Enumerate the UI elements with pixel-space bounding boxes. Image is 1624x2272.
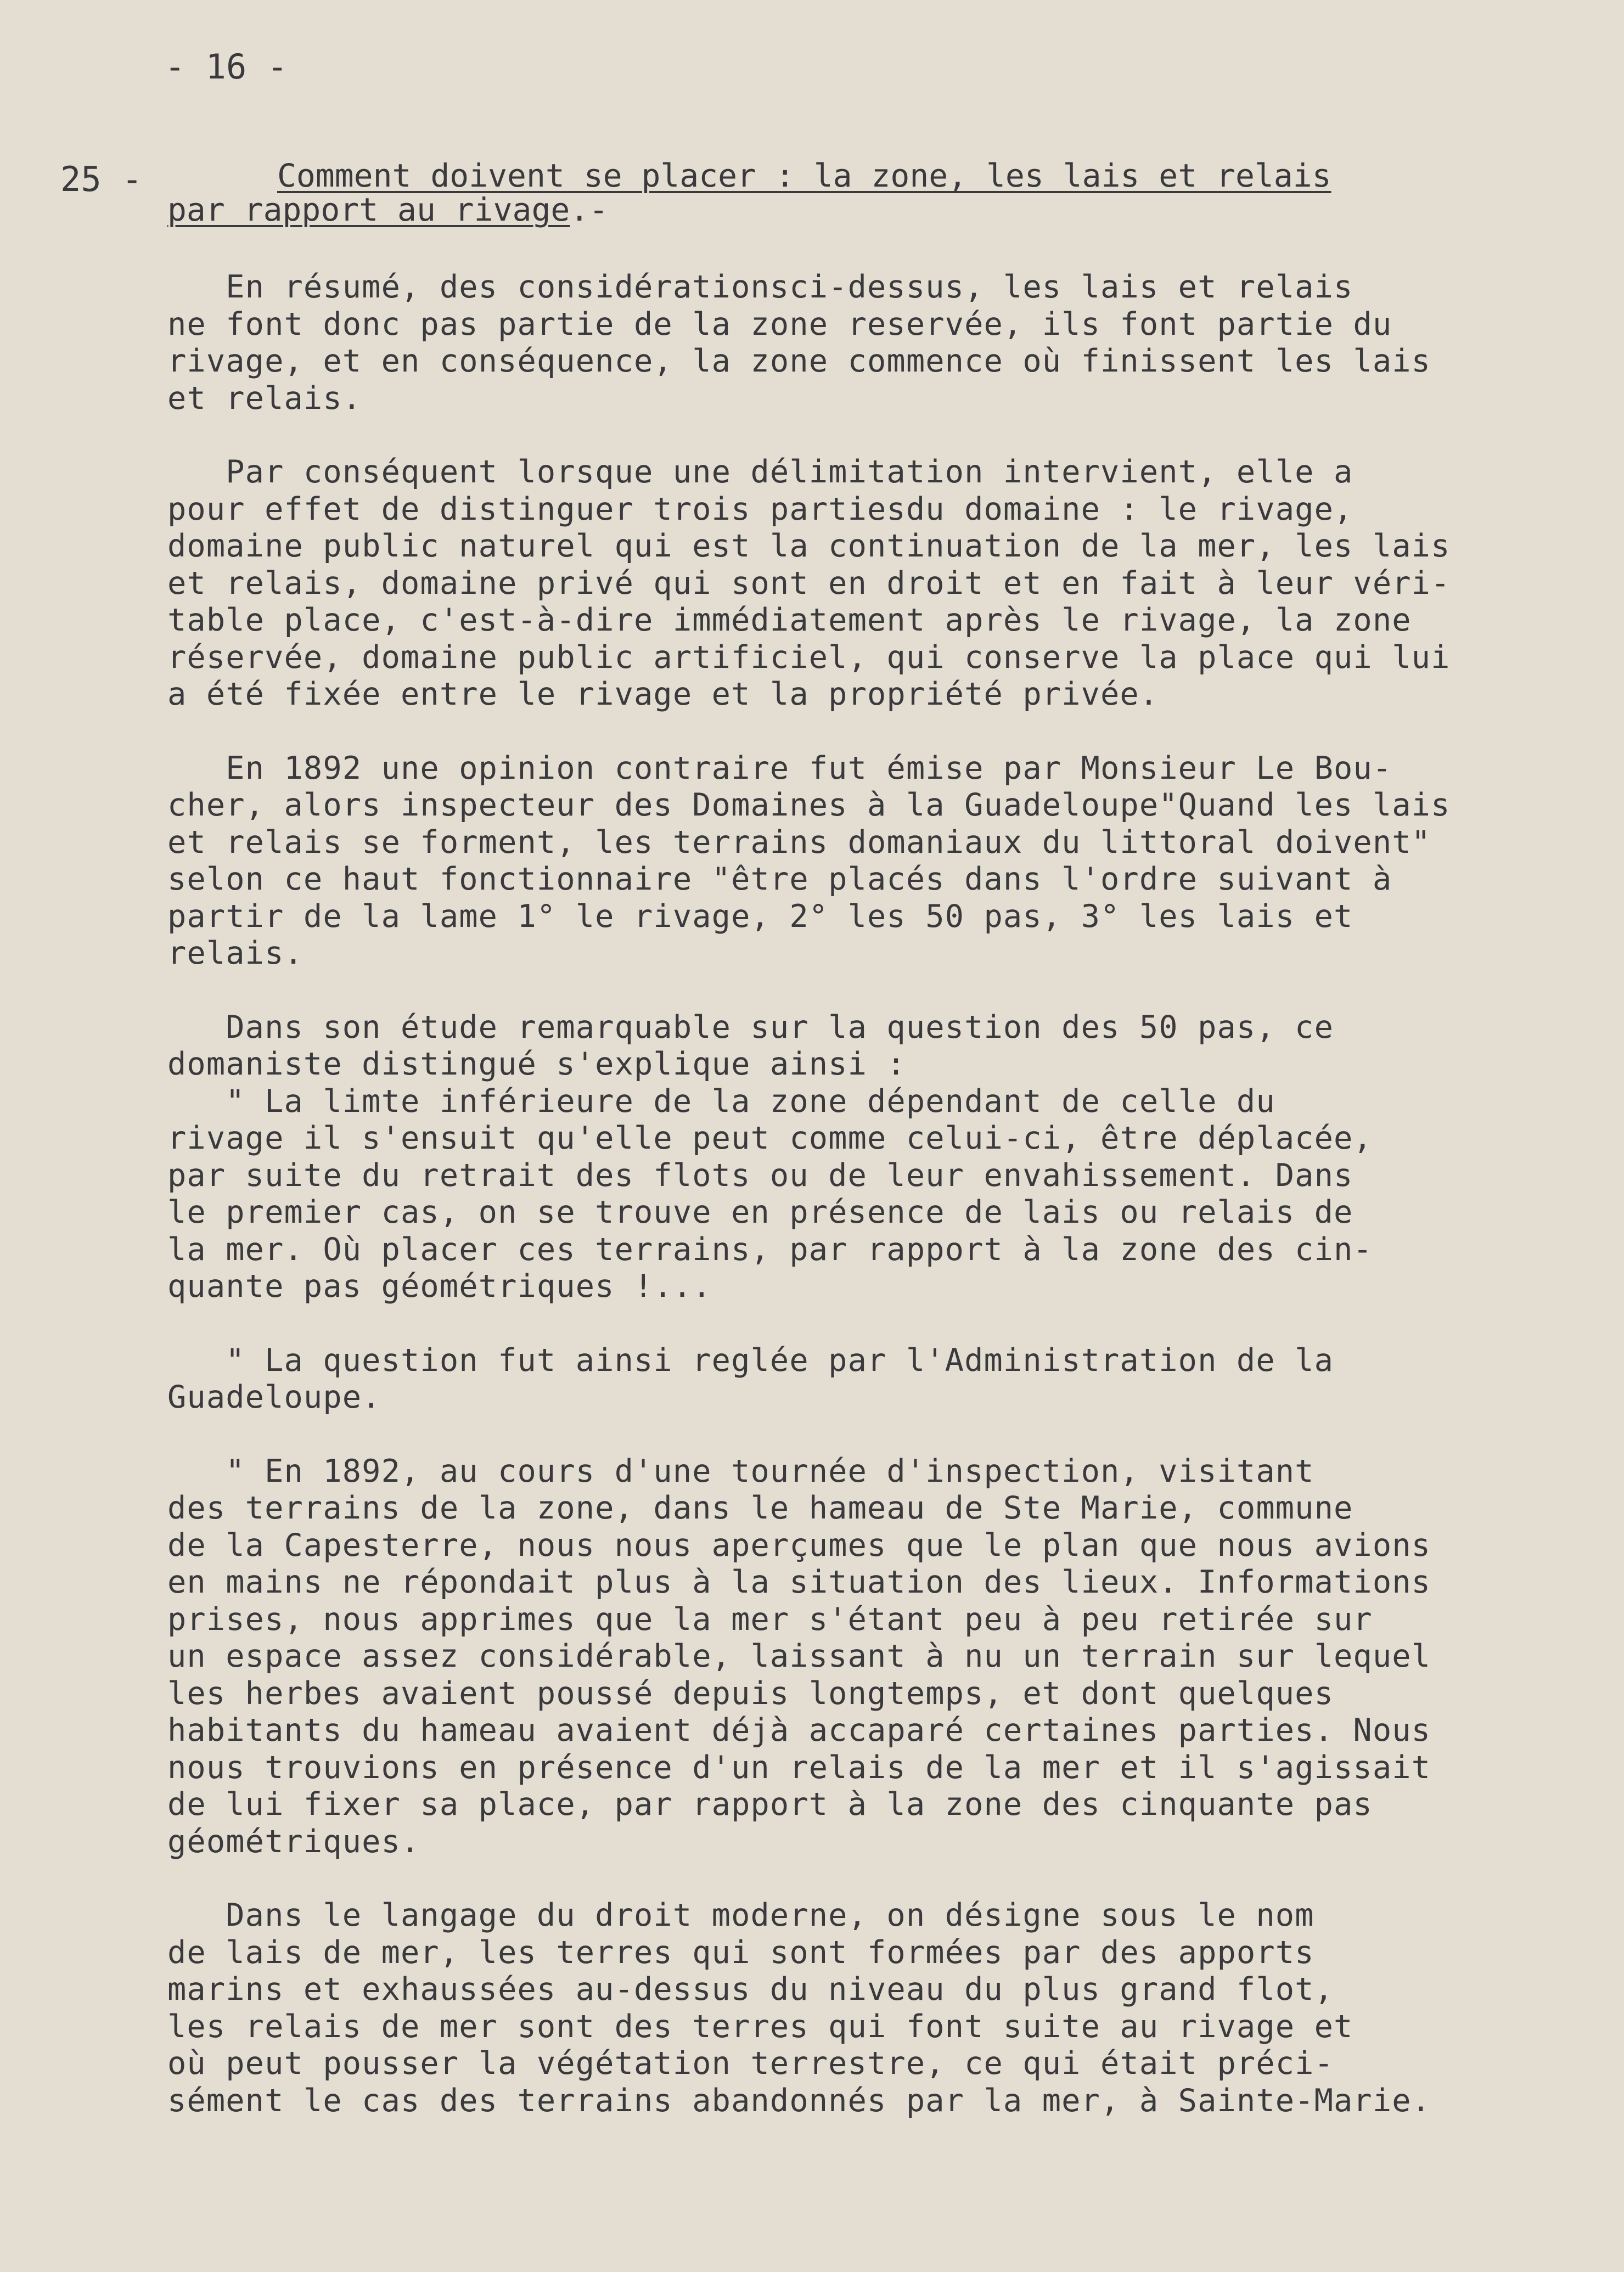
paragraph-gap [167,713,1616,750]
text-line: " En 1892, au cours d'une tournée d'inspection, visitant [167,1453,1314,1489]
text-line: ne font donc pas partie de la zone reservée, ils font partie du [167,306,1392,342]
text-line: " La limte inférieure de la zone dépendant de celle du [167,1083,1275,1120]
text-line: un espace assez considérable, laissant à nu un terrain sur lequel [167,1638,1431,1674]
text-line: " La question fut ainsi reglée par l'Administration de la [167,1342,1334,1379]
text-line: prises, nous apprimes que la mer s'étant peu à peu retirée sur [167,1601,1373,1638]
text-line: sément le cas des terrains abandonnés par la mer, à Sainte-Marie. [167,2082,1431,2119]
paragraph-gap [167,1860,1616,1897]
text-line: Guadeloupe. [167,1379,381,1415]
text-line: la mer. Où placer ces terrains, par rapport à la zone des cin- [167,1231,1373,1268]
text-line: habitants du hameau avaient déjà accaparé certaines parties. Nous [167,1712,1431,1748]
text-line: marins et exhaussées au-dessus du niveau du plus grand flot, [167,1971,1334,2007]
text-line: réservée, domaine public artificiel, qui conserve la place qui lui [167,639,1451,676]
text-line: En résumé, des considérationsci-dessus, les lais et relais [167,269,1353,305]
heading-line-2-suffix: .- [570,191,609,228]
heading-line-1-text: Comment doivent se placer : la zone, les lais et relais [277,157,1331,194]
text-line: en mains ne répondait plus à la situation des lieux. Informations [167,1564,1431,1600]
text-line: cher, alors inspecteur des Domaines à la Guadeloupe"Quand les lais [167,787,1451,823]
text-line: des terrains de la zone, dans le hameau de Ste Marie, commune [167,1490,1353,1526]
text-line: les herbes avaient poussé depuis longtemps, et dont quelques [167,1675,1334,1712]
text-line: les relais de mer sont des terres qui font suite au rivage et [167,2008,1353,2045]
paragraph-7 [167,1897,1616,2119]
paragraph-3 [167,750,1616,972]
paragraph-gap [167,1306,1616,1342]
text-line: et relais, domaine privé qui sont en droit et en fait à leur véri- [167,565,1451,601]
heading-line-2-text: par rapport au rivage [167,191,570,228]
text-line: table place, c'est-à-dire immédiatement après le rivage, la zone [167,602,1412,638]
text-line: par suite du retrait des flots ou de leur envahissement. Dans [167,1157,1353,1194]
paragraph-gap [167,417,1616,454]
text-line: le premier cas, on se trouve en présence de lais ou relais de [167,1194,1353,1230]
text-line: de la Capesterre, nous nous aperçumes que le plan que nous avions [167,1527,1431,1564]
text-line: domaine public naturel qui est la continuation de la mer, les lais [167,528,1451,564]
text-line: quante pas géométriques !... [167,1268,712,1304]
paragraph-4 [167,1009,1616,1306]
text-line: rivage il s'ensuit qu'elle peut comme celui-ci, être déplacée, [167,1120,1373,1156]
text-line: de lui fixer sa place, par rapport à la zone des cinquante pas [167,1786,1373,1823]
paragraph-6 [167,1453,1616,1861]
paragraph-gap [167,972,1616,1009]
text-line: relais. [167,935,304,971]
page-number: - 16 - [165,47,288,87]
text-line: a été fixée entre le rivage et la propriété privée. [167,676,1159,712]
text-line: et relais se forment, les terrains domaniaux du littoral doivent" [167,824,1431,861]
text-line: selon ce haut fonctionnaire "être placés dans l'ordre suivant à [167,861,1392,897]
text-line: de lais de mer, les terres qui sont formées par des apports [167,1934,1314,1971]
text-line: domaniste distingué s'explique ainsi : [167,1046,906,1082]
text-line: En 1892 une opinion contraire fut émise par Monsieur Le Bou- [167,750,1392,786]
paragraph-gap [167,1416,1616,1453]
section-heading [167,159,1550,227]
paragraph-5 [167,1342,1616,1416]
text-line: nous trouvions en présence d'un relais de la mer et il s'agissait [167,1749,1431,1786]
heading-line-2 [167,193,1550,227]
text-line: pour effet de distinguer trois partiesdu domaine : le rivage, [167,491,1353,527]
text-line: rivage, et en conséquence, la zone commence où finissent les lais [167,343,1431,379]
text-line: géométriques. [167,1823,420,1860]
text-line: Par conséquent lorsque une délimitation intervient, elle a [167,454,1353,490]
body-text [167,269,1616,2119]
paragraph-1 [167,269,1616,417]
text-line: partir de la lame 1° le rivage, 2° les 50 pas, 3° les lais et [167,898,1353,935]
text-line: Dans le langage du droit moderne, on désigne sous le nom [167,1897,1314,1933]
text-line: et relais. [167,380,362,417]
text-line: où peut pousser la végétation terrestre, ce qui était préci- [167,2045,1334,2082]
paragraph-2 [167,454,1616,713]
text-line: Dans son étude remarquable sur la question des 50 pas, ce [167,1009,1334,1045]
section-number: 25 - [60,159,143,199]
heading-line-1 [167,159,1550,193]
